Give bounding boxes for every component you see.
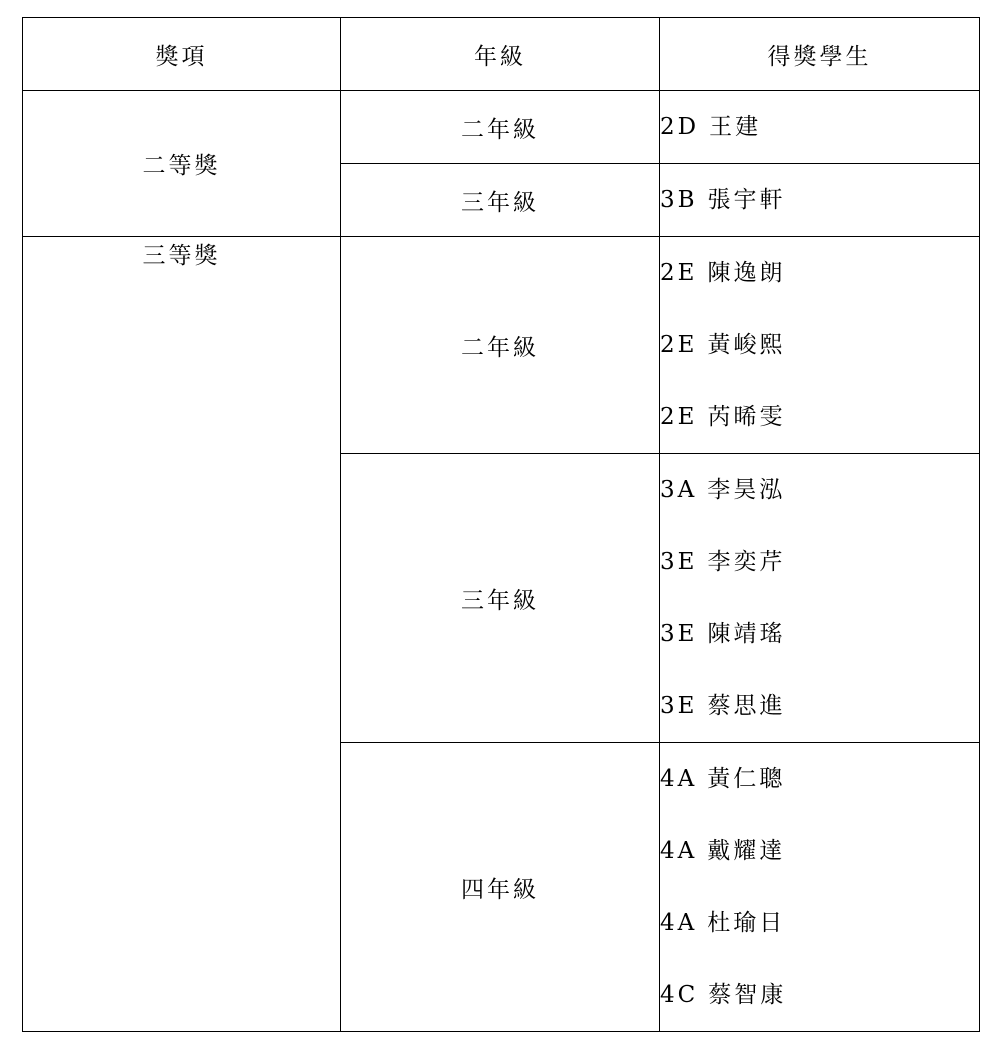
student-class: 2E xyxy=(660,332,698,358)
student-class: 2E xyxy=(660,404,698,430)
grade-cell: 四年級 xyxy=(341,743,660,1032)
student-name: 張宇軒 xyxy=(707,187,786,213)
student-entry xyxy=(660,598,979,670)
student-name: 黃峻熙 xyxy=(707,332,786,358)
student-class: 3B xyxy=(660,187,698,213)
student-entry xyxy=(660,309,979,381)
student-class: 2D xyxy=(660,114,700,140)
student-entry xyxy=(660,164,979,236)
student-name: 王建 xyxy=(709,114,762,140)
grade-cell: 三年級 xyxy=(341,164,660,237)
student-entry xyxy=(660,743,979,815)
student-class: 4A xyxy=(660,838,698,864)
student-name: 蔡思進 xyxy=(707,693,786,719)
header-row xyxy=(23,18,980,91)
award-table xyxy=(22,17,980,1032)
student-name: 陳靖瑤 xyxy=(707,621,786,647)
students-cell xyxy=(660,91,980,164)
student-class: 3E xyxy=(660,693,698,719)
student-entry xyxy=(660,454,979,526)
student-name: 蔡智康 xyxy=(708,982,787,1008)
student-name: 芮晞雯 xyxy=(707,404,786,430)
student-name: 李奕芹 xyxy=(707,549,786,575)
student-entry xyxy=(660,670,979,742)
student-entry xyxy=(660,237,979,309)
student-name: 戴耀達 xyxy=(707,838,786,864)
student-name: 陳逸朗 xyxy=(707,260,786,286)
student-entry xyxy=(660,91,979,163)
student-name: 黃仁聰 xyxy=(707,766,786,792)
header-grade: 年級 xyxy=(341,18,660,91)
grade-cell: 三年級 xyxy=(341,454,660,743)
student-class: 4C xyxy=(660,982,699,1008)
header-students: 得獎學生 xyxy=(660,18,980,91)
student-entry xyxy=(660,959,979,1031)
student-class: 3E xyxy=(660,621,698,647)
student-class: 3E xyxy=(660,549,698,575)
student-class: 2E xyxy=(660,260,698,286)
student-entry xyxy=(660,887,979,959)
students-cell xyxy=(660,743,980,1032)
table-row xyxy=(23,91,980,164)
prize-cell: 三等獎 xyxy=(23,237,341,1032)
student-class: 4A xyxy=(660,910,698,936)
students-cell xyxy=(660,164,980,237)
students-cell xyxy=(660,237,980,454)
student-entry xyxy=(660,815,979,887)
student-name: 李昊泓 xyxy=(707,477,786,503)
student-name: 杜瑜日 xyxy=(707,910,786,936)
grade-cell: 二年級 xyxy=(341,91,660,164)
grade-cell: 二年級 xyxy=(341,237,660,454)
prize-cell: 二等獎 xyxy=(23,91,341,237)
student-class: 4A xyxy=(660,766,698,792)
student-class: 3A xyxy=(660,477,698,503)
header-prize: 獎項 xyxy=(23,18,341,91)
students-cell xyxy=(660,454,980,743)
student-entry xyxy=(660,526,979,598)
table-row xyxy=(23,237,980,454)
student-entry xyxy=(660,381,979,453)
